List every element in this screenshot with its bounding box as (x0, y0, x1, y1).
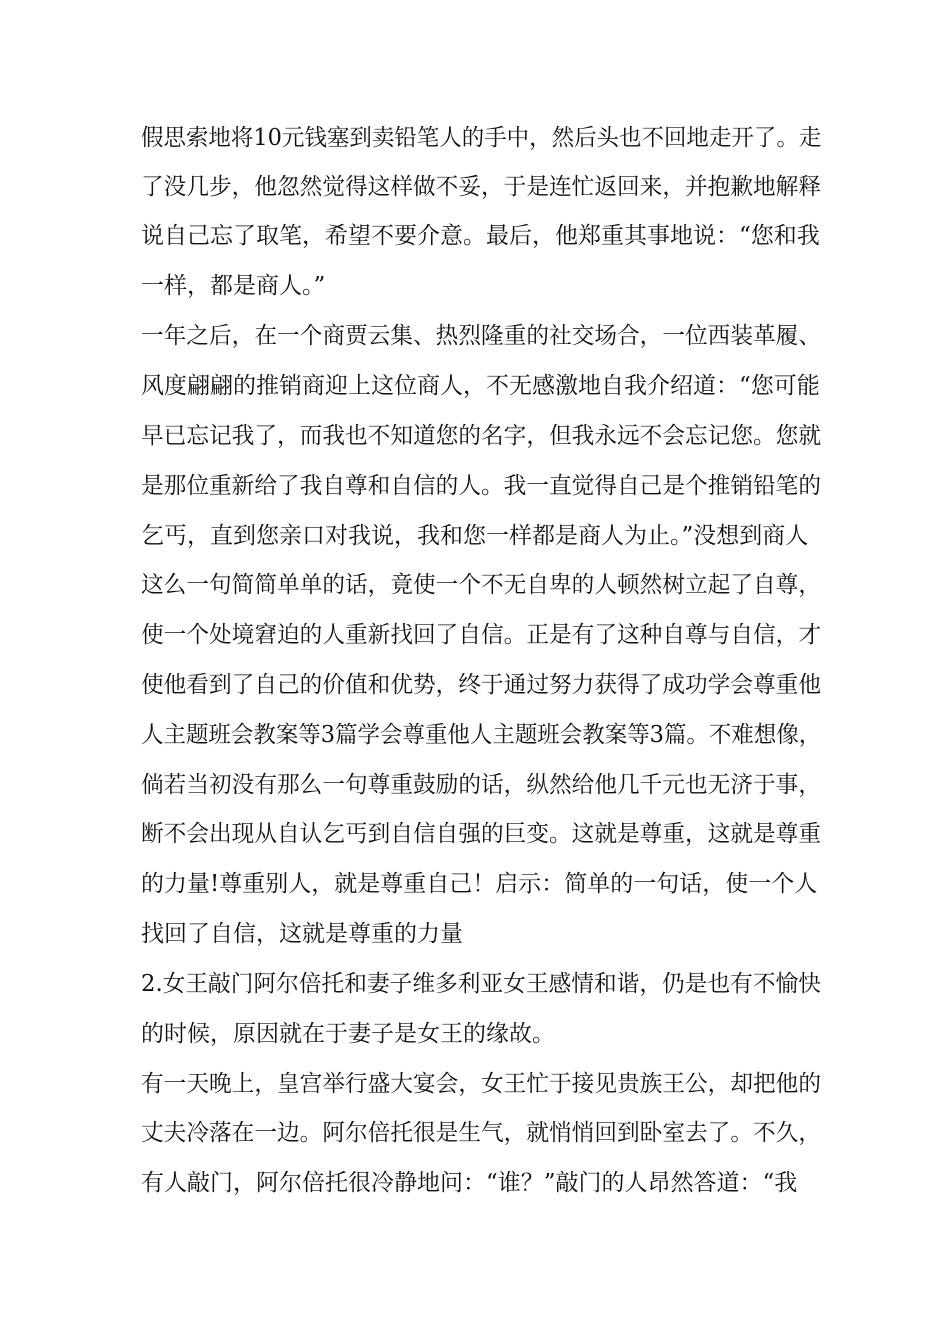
text-line-21: 丈夫冷落在一边。阿尔倍托很是生气，就悄悄回到卧室去了。不久， (141, 1120, 821, 1146)
text-line-3: 说自己忘了取笔，希望不要介意。最后，他郑重其事地说：“您和我 (141, 223, 820, 249)
text-line-12: 使他看到了自己的价值和优势，终于通过努力获得了成功学会尊重他 (141, 672, 821, 698)
text-line-10: 这么一句简简单单的话，竟使一个不无自卑的人顿然树立起了自尊， (141, 572, 821, 598)
text-line-19: 的时候，原因就在于妻子是女王的缘故。 (141, 1021, 555, 1047)
text-line-20: 有一天晚上，皇宫举行盛大宴会，女王忙于接见贵族王公，却把他的 (141, 1071, 821, 1097)
text-line-9: 乞丐，直到您亲口对我说，我和您一样都是商人为止。”没想到商人 (141, 523, 809, 549)
text-line-14: 倘若当初没有那么一句尊重鼓励的话，纵然给他几千元也无济于事， (141, 772, 821, 798)
text-line-5: 一年之后，在一个商贾云集、热烈隆重的社交场合，一位西装革履、 (141, 323, 821, 349)
text-line-11: 使一个处境窘迫的人重新找回了自信。正是有了这种自尊与自信，才 (141, 622, 821, 648)
text-line-1: 假思索地将10元钱塞到卖铅笔人的手中，然后头也不回地走开了。走 (141, 125, 822, 151)
text-line-6: 风度翩翩的推销商迎上这位商人，不无感激地自我介绍道：“您可能 (141, 373, 820, 399)
text-line-15: 断不会出现从自认乞丐到自信自强的巨变。这就是尊重，这就是尊重 (141, 821, 821, 847)
text-line-18: 2.女王敲门阿尔倍托和妻子维多利亚女王感情和谐，仍是也有不愉快 (141, 971, 821, 997)
text-line-8: 是那位重新给了我自尊和自信的人。我一直觉得自己是个推销铅笔的 (141, 473, 821, 499)
text-line-16: 的力量!尊重别人，就是尊重自己！启示：简单的一句话，使一个人 (141, 871, 818, 897)
text-line-2: 了没几步，他忽然觉得这样做不妥，于是连忙返回来，并抱歉地解释 (141, 174, 821, 200)
text-line-7: 早已忘记我了，而我也不知道您的名字，但我永远不会忘记您。您就 (141, 423, 821, 449)
text-line-22: 有人敲门，阿尔倍托很冷静地问：“谁？”敲门的人昂然答道：“我 (141, 1170, 798, 1196)
text-line-4: 一样，都是商人。” (141, 273, 326, 299)
text-line-17: 找回了自信，这就是尊重的力量 (141, 921, 463, 947)
text-line-13: 人主题班会教案等3篇学会尊重他人主题班会教案等3篇。不难想像， (141, 722, 822, 748)
